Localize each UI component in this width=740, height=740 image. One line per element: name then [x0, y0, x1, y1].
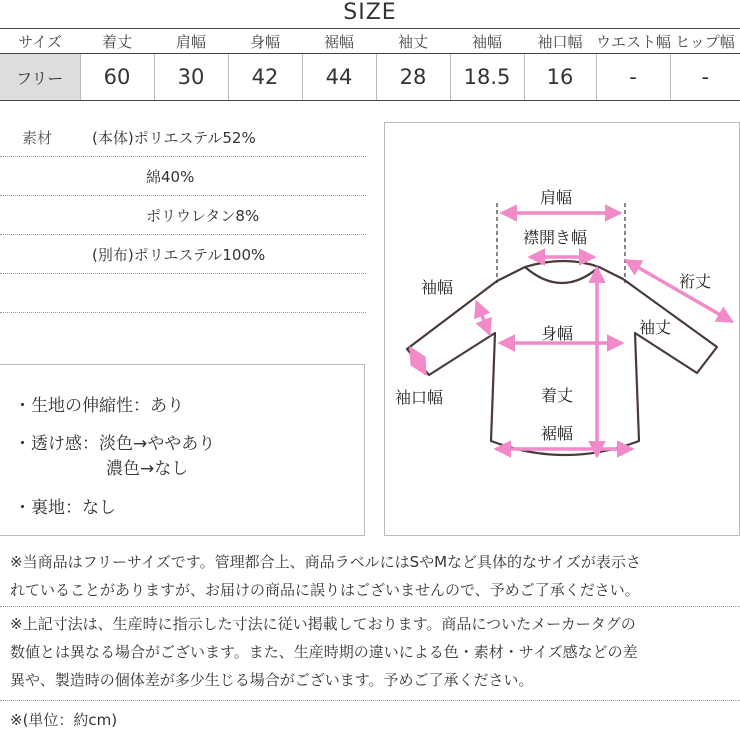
cell-sleeve-width: 18.5	[450, 54, 524, 101]
label-length: 着丈	[541, 386, 574, 405]
cell-length: 60	[80, 54, 154, 101]
label-sleeve-length: 袖丈	[639, 318, 672, 337]
size-title: SIZE	[343, 0, 397, 25]
cell-waist-width: -	[596, 54, 670, 101]
note-1-line-1: ※当商品はフリーサイズです。管理都合上、商品ラベルにはSやMなど具体的なサイズが表示さ	[10, 553, 641, 571]
header-hip-width: ヒップ幅	[670, 29, 740, 54]
material-row-2	[0, 157, 366, 196]
cell-cuff-width: 16	[524, 54, 596, 101]
note-1-line-2: れていることがありますが、お届けの商品に誤りはございませんので、予めご了承ください。	[10, 581, 640, 599]
sheer-text-1: ・透け感：淡色→ややあり	[14, 434, 216, 454]
header-hem-width: 裾幅	[302, 29, 376, 54]
header-shoulder: 肩幅	[154, 29, 228, 54]
cell-body-width: 42	[228, 54, 302, 101]
cell-sleeve-length: 28	[376, 54, 450, 101]
table-row	[0, 54, 740, 101]
size-table	[0, 28, 740, 101]
material-line-4: (別布)ポリエステル100%	[92, 246, 266, 264]
fabric-properties-box	[0, 364, 365, 536]
note-separator-2	[0, 700, 740, 701]
header-body-width: 身幅	[228, 29, 302, 54]
cell-hem-width: 44	[302, 54, 376, 101]
note-2-line-3: 異や、製造時の個体差が多少生じる場合がございます。予めご了承ください。	[10, 671, 534, 689]
unit-note: ※(単位：約cm)	[10, 711, 118, 729]
label-cuff: 袖口幅	[395, 388, 444, 407]
label-raglan: 裄丈	[679, 272, 712, 291]
sheer-text-2: 濃色→なし	[106, 459, 189, 479]
material-row-5	[0, 274, 366, 313]
material-row-1	[0, 118, 366, 157]
header-cuff-width: 袖口幅	[524, 29, 596, 54]
lining-text: ・裏地：なし	[14, 498, 116, 518]
header-sleeve-length: 袖丈	[376, 29, 450, 54]
material-line-3: ポリウレタン8%	[146, 207, 260, 225]
header-sleeve-width: 袖幅	[450, 29, 524, 54]
label-body-width: 身幅	[541, 324, 574, 343]
stretch-text: ・生地の伸縮性：あり	[14, 396, 184, 416]
label-hem: 裾幅	[541, 424, 574, 443]
cell-shoulder: 30	[154, 54, 228, 101]
note-2-line-2: 数値とは異なる場合がございます。また、生産時期の違いによる色・素材・サイズ感などの差	[10, 643, 638, 661]
note-separator-1	[0, 606, 740, 607]
label-neck: 襟開き幅	[523, 228, 588, 247]
row-label-free: フリー	[0, 54, 80, 101]
note-2-line-1: ※上記寸法は、生産時に指示した寸法に従い掲載しております。商品についたメーカータグの	[10, 615, 636, 633]
material-label: 素材	[22, 129, 53, 147]
header-size: サイズ	[0, 29, 80, 54]
header-waist-width: ウエスト幅	[596, 29, 670, 54]
header-length: 着丈	[80, 29, 154, 54]
material-line-1: (本体)ポリエステル52%	[92, 129, 256, 147]
label-sleeve-width: 袖幅	[421, 278, 454, 297]
material-line-2: 綿40%	[146, 168, 195, 186]
material-row-4	[0, 235, 366, 274]
measurement-diagram	[384, 122, 740, 536]
cell-hip-width: -	[670, 54, 740, 101]
material-row-3	[0, 196, 366, 235]
table-header-row	[0, 29, 740, 54]
label-shoulder: 肩幅	[540, 188, 573, 207]
